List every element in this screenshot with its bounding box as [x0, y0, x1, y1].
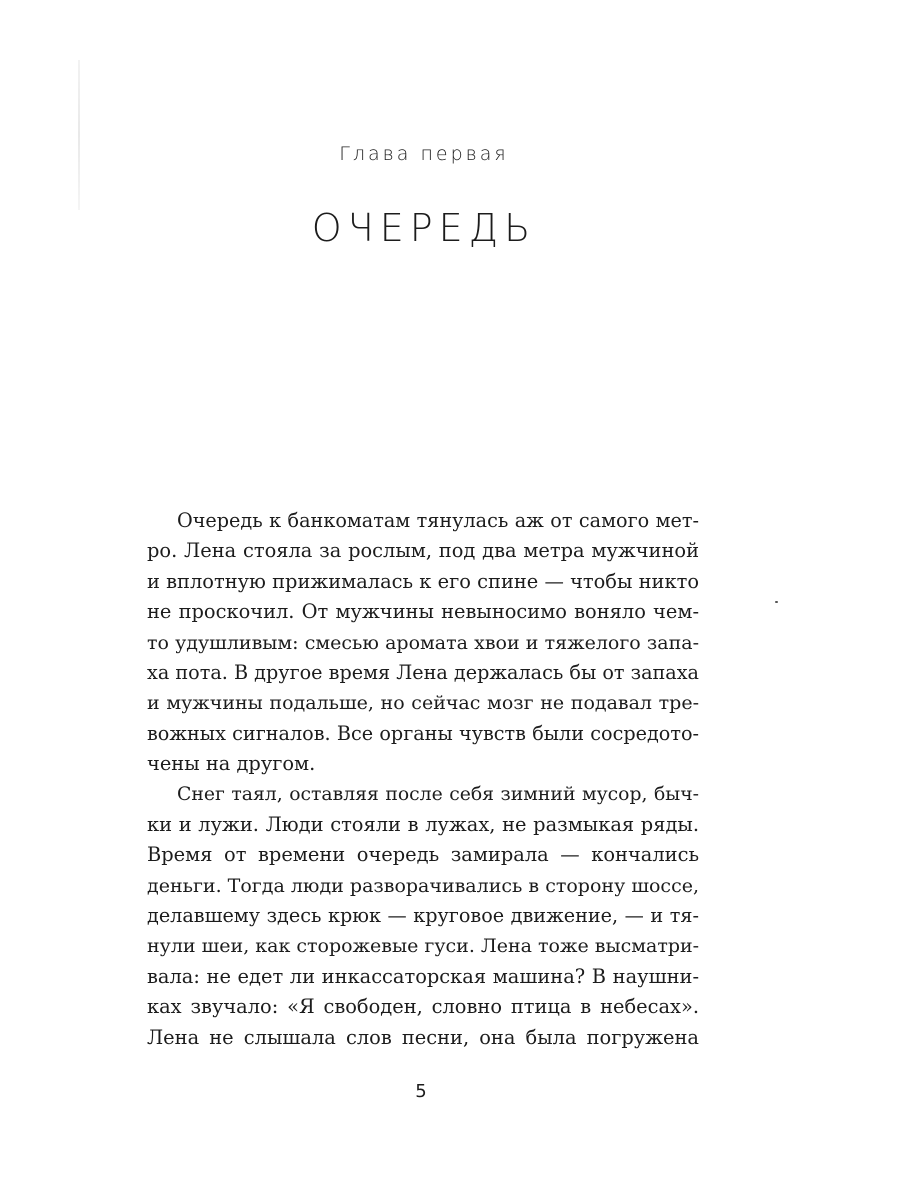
page-edge-shadow: [78, 60, 80, 210]
chapter-label: Глава первая: [339, 143, 509, 165]
text-line: вожных сигналов. Все органы чувств были сосредото-: [147, 721, 699, 745]
page-number: 5: [415, 1081, 427, 1102]
text-line: нули шеи, как сторожевые гуси. Лена тоже высматри-: [147, 935, 700, 958]
text-line: и мужчины подальше, но сейчас мозг не подавал тре-: [147, 692, 699, 715]
text-line: Снег таял, оставляя после себя зимний мусор, быч-: [177, 783, 699, 805]
text-line: ха пота. В другое время Лена держалась бы от запаха: [147, 660, 699, 684]
print-speck: [775, 601, 778, 603]
text-line: чены на другом.: [147, 752, 316, 776]
paragraph-1: [147, 506, 699, 780]
text-line: Очередь к банкоматам тянулась аж от самого мет-: [177, 509, 699, 532]
text-line: ках звучало: «Я свободен, словно птица в небесах».: [147, 995, 699, 1019]
text-line: Время от времени очередь замирала — кончались: [147, 843, 699, 867]
text-line: ки и лужи. Люди стояли в лужах, не размыкая ряды.: [147, 812, 699, 836]
body-text: [147, 506, 699, 1053]
text-line: вала: не едет ли инкассаторская машина? В наушни-: [147, 964, 699, 988]
chapter-title: ОЧЕРЕДЬ: [311, 206, 537, 250]
text-line: Лена не слышала слов песни, она была погружена: [147, 1025, 699, 1049]
text-line: не проскочил. От мужчины невыносимо воняло чем-: [147, 600, 699, 624]
text-line: деньги. Тогда люди разворачивались в сторону шоссе,: [147, 874, 699, 897]
text-line: делавшему здесь крюк — круговое движение, — и тя-: [147, 904, 699, 928]
text-line: и вплотную прижималась к его спине — чтобы никто: [147, 569, 699, 593]
text-line: то удушливым: смесью аромата хвои и тяжелого запа-: [147, 631, 699, 654]
text-line: ро. Лена стояла за рослым, под два метра мужчиной: [147, 539, 699, 563]
paragraph-2: [147, 780, 699, 1054]
